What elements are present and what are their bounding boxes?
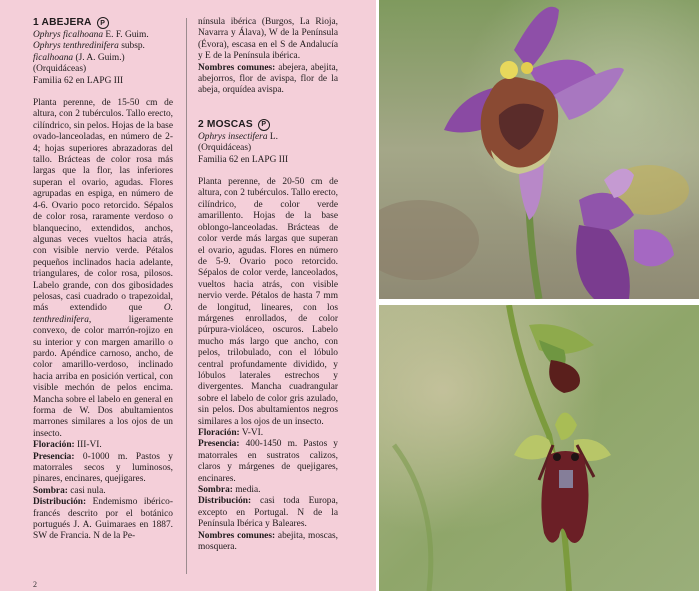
column-left	[33, 17, 173, 543]
species-1-shade: Sombra: casi nula.	[33, 485, 106, 496]
species-1-heading	[33, 17, 173, 29]
species-1-family: (Orquidáceas)	[33, 64, 87, 75]
species-2-distribution: Distribución: casi toda Europa, excepto en Portugal. N de la Península Ibérica y Baleares.	[198, 496, 338, 530]
species-1-scientific-name: Ophrys ficalhoana E. F. Guim.	[33, 30, 149, 40]
protected-badge-icon: P	[97, 17, 109, 29]
species-2-name: MOSCAS	[206, 119, 253, 131]
species-2-common-names: Nombres comunes: abejita, moscas, mosquera.	[198, 530, 338, 553]
column-divider	[186, 18, 187, 574]
page-number: 2	[33, 580, 37, 589]
photo-ophrys-ficalhoana	[379, 0, 699, 299]
species-2-lapg: Familia 62 en LAPG III	[198, 154, 289, 165]
species-1-synonym: Ophrys tenthredinifera subsp.	[33, 41, 145, 52]
species-2-presence: Presencia: 400-1450 m. Pastos y matorrales en sustratos calizos, claros y márgenes de quejigares, encinares.	[198, 439, 338, 484]
species-1-lapg: Familia 62 en LAPG III	[33, 75, 124, 86]
species-1-distribution-cont: nínsula ibérica (Burgos, La Rioja, Navarra y Álava), W de la Península (Évora), escasa en el S de Andalucía y E de la Península ibérica.	[198, 17, 338, 62]
species-2-scientific-name: Ophrys insectifera L.	[198, 131, 278, 142]
species-1-number: 1	[33, 17, 39, 29]
species-2-shade: Sombra: media.	[198, 485, 261, 496]
species-1-distribution: Distribución: Endemismo ibérico-francés descrito por el botánico portugués J. A. Guimaraes en 1887. SW de Francia. N de la Pe-	[33, 497, 173, 542]
species-1-synonym-cont: ficalhoana (J. A. Guim.)	[33, 52, 125, 63]
species-2-flowering: Floración: V-VI.	[198, 428, 264, 438]
species-2-heading	[198, 119, 338, 131]
species-2-family: (Orquidáceas)	[198, 143, 252, 154]
photo-ophrys-insectifera	[379, 305, 699, 591]
species-1-flowering: Floración: III-VI.	[33, 440, 102, 451]
species-1-presence: Presencia: 0-1000 m. Pastos y matorrales secos y luminosos, pinares, encinares, quejigares.	[33, 451, 173, 485]
column-right	[198, 17, 338, 553]
species-2-number: 2	[198, 119, 204, 131]
species-2-description: Planta perenne, de 20-50 cm de altura, con 2 tubérculos. Tallo erecto, cilíndrico, de color verde amarillento. Hojas de la base oblongo-lanceoladas. Brácteas de color verde más largas que superan el ovario, agudas. Flores en número de 5-9. Ovario poco retorcido. Sépalos de color verde, lanceolados, vueltos hacia atrás, con visible nervio verde. Pétalos de hasta 7 mm de longitud, lineares, con los márgenes enrollados, de color púrpura-violáceo, oscuros. Labelo mucho más largo que ancho, con pelos, trilobulado, con el lóbulo central profundamente dividido, y lóbulos laterales estrechos y divergentes. Mancha cuadrangular sobre el labelo de color gris azulado, sin pelos. Dos abultamientos negros similares a los ojos de un insecto.	[198, 177, 338, 427]
species-1-common-names: Nombres comunes: abejera, abejita, abejorros, flor de avispa, flor de la abeja, orquídea avispa.	[198, 62, 338, 96]
protected-badge-icon: P	[258, 119, 270, 131]
species-1-description: Planta perenne, de 15-50 cm de altura, con 2 tubérculos. Tallo erecto, cilíndrico, sin pelos. Hojas de la base ovado-lanceoladas, en número de 2-4; hojas superiores abrazadoras del tallo. Brácteas de color rosa más largas que la flor, las inferiores superan el ovario, agudas. Flores agrupadas en espiga, en número de 4-6. Ovario poco retorcido. Sépalos de color rosa, raramente verdoso o blanquecino, extendidos, anchos, algunas veces vueltos hacia atrás, con visible nervio verde. Pétalos pequeños inclinados hacia adelante, triangulares, de color rosa, pilosos. Labelo grande, con dos gibosidades pelosas, casi cuadrado o trapezoidal, más extendido que O. tenthredinifera, ligeramente convexo, de color marrón-rojizo en su interior y con margen amarillo o pardo. Apéndice carnoso, ancho, de color amarillo-verdoso, inclinado hacia arriba en posición vertical, con visible mechón de pelos encima. Mancha sobre el labelo en general en forma de W. Dos abultamientos marrones similares a los ojos de un insecto.	[33, 98, 174, 439]
species-1-name: ABEJERA	[41, 17, 92, 29]
